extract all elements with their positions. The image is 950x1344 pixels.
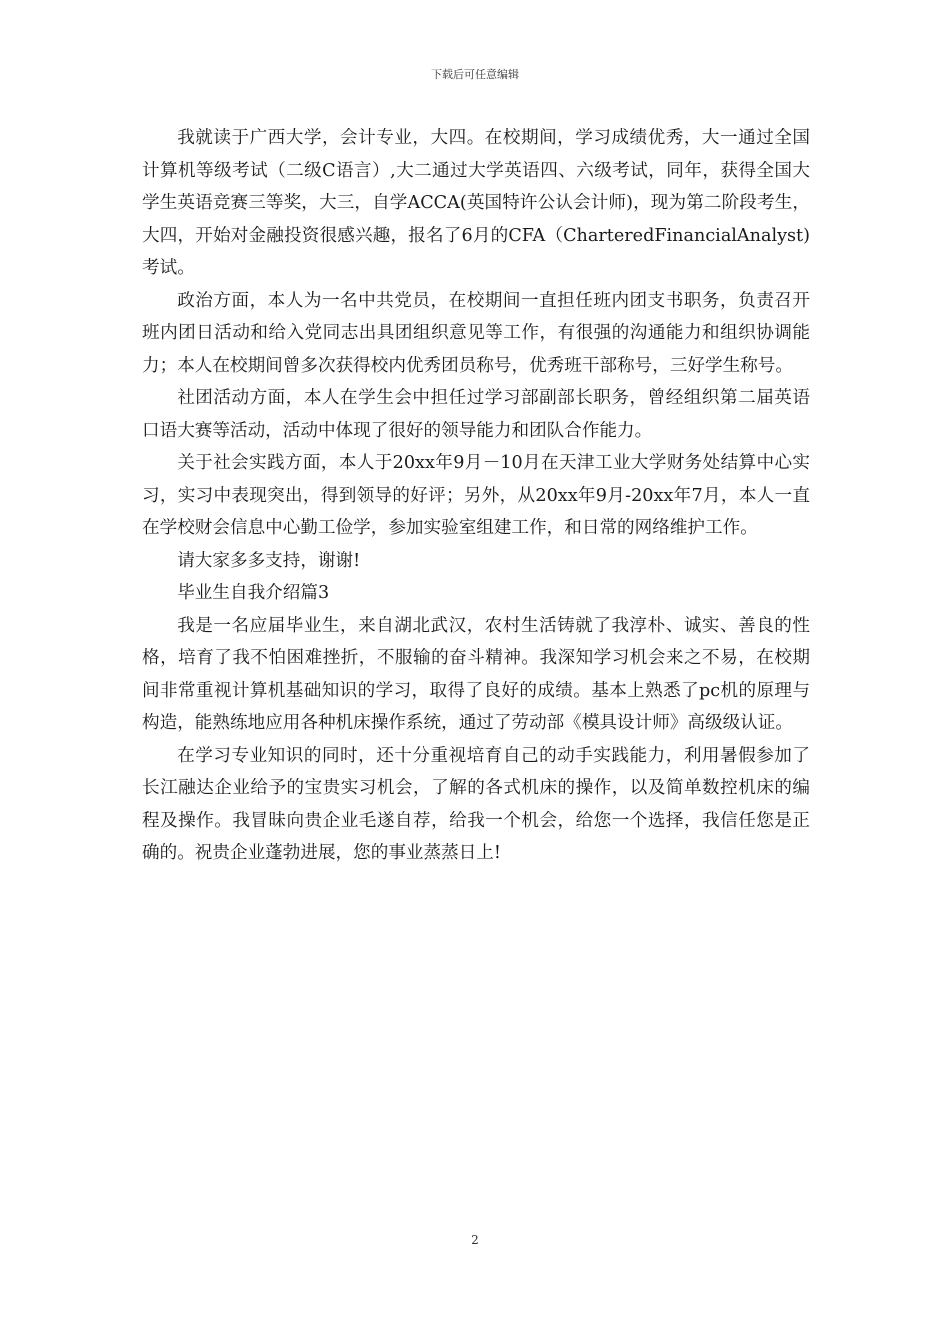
page-header: 下载后可任意编辑: [431, 68, 519, 81]
paragraph-education: 我就读于广西大学，会计专业，大四。在校期间，学习成绩优秀，大一通过全国计算机等级考试（二级C语言）,大二通过大学英语四、六级考试，同年，获得全国大学生英语竞赛三等奖，大三，自学ACCA(英国特许公认会计师)，现为第二阶段考生，大四，开始对金融投资很感兴趣，报名了6月的CFA（CharteredFinancialAnalyst)考试。: [142, 128, 810, 278]
section-heading: 毕业生自我介绍篇3: [177, 583, 330, 603]
paragraph-political: 政治方面，本人为一名中共党员，在校期间一直担任班内团支书职务，负责召开班内团日活动和给入党同志出具团组织意见等工作，有很强的沟通能力和组织协调能力；本人在校期间曾多次获得校内优秀团员称号，优秀班干部称号，三好学生称号。: [142, 290, 810, 376]
paragraph-club-activities: 社团活动方面，本人在学生会中担任过学习部副部长职务，曾经组织第二届英语口语大赛等活动，活动中体现了很好的领导能力和团队合作能力。: [142, 388, 810, 441]
paragraph-practice-ability: 在学习专业知识的同时，还十分重视培育自己的动手实践能力，利用暑假参加了长江融达企业给予的宝贵实习机会，了解的各式机床的操作，以及简单数控机床的编程及操作。我冒昧向贵企业毛遂自荐，给我一个机会，给您一个选择，我信任您是正确的。祝贵企业蓬勃进展，您的事业蒸蒸日上!: [142, 745, 810, 863]
paragraph-social-practice: 关于社会实践方面，本人于20xx年9月－10月在天津工业大学财务处结算中心实习，实习中表现突出，得到领导的好评；另外，从20xx年9月-20xx年7月，本人一直在学校财会信息中心勤工俭学，参加实验室组建工作，和日常的网络维护工作。: [142, 453, 810, 538]
page-number: 2: [471, 1233, 479, 1247]
paragraph-introduction: 我是一名应届毕业生，来自湖北武汉，农村生活铸就了我淳朴、诚实、善良的性格，培育了我不怕困难挫折，不服输的奋斗精神。我深知学习机会来之不易，在校期间非常重视计算机基础知识的学习，取得了良好的成绩。基本上熟悉了pc机的原理与构造，能熟练地应用各种机床操作系统，通过了劳动部《模具设计师》高级级认证。: [142, 615, 810, 733]
document-body: [142, 122, 810, 870]
paragraph-closing: 请大家多多支持，谢谢!: [177, 550, 361, 571]
